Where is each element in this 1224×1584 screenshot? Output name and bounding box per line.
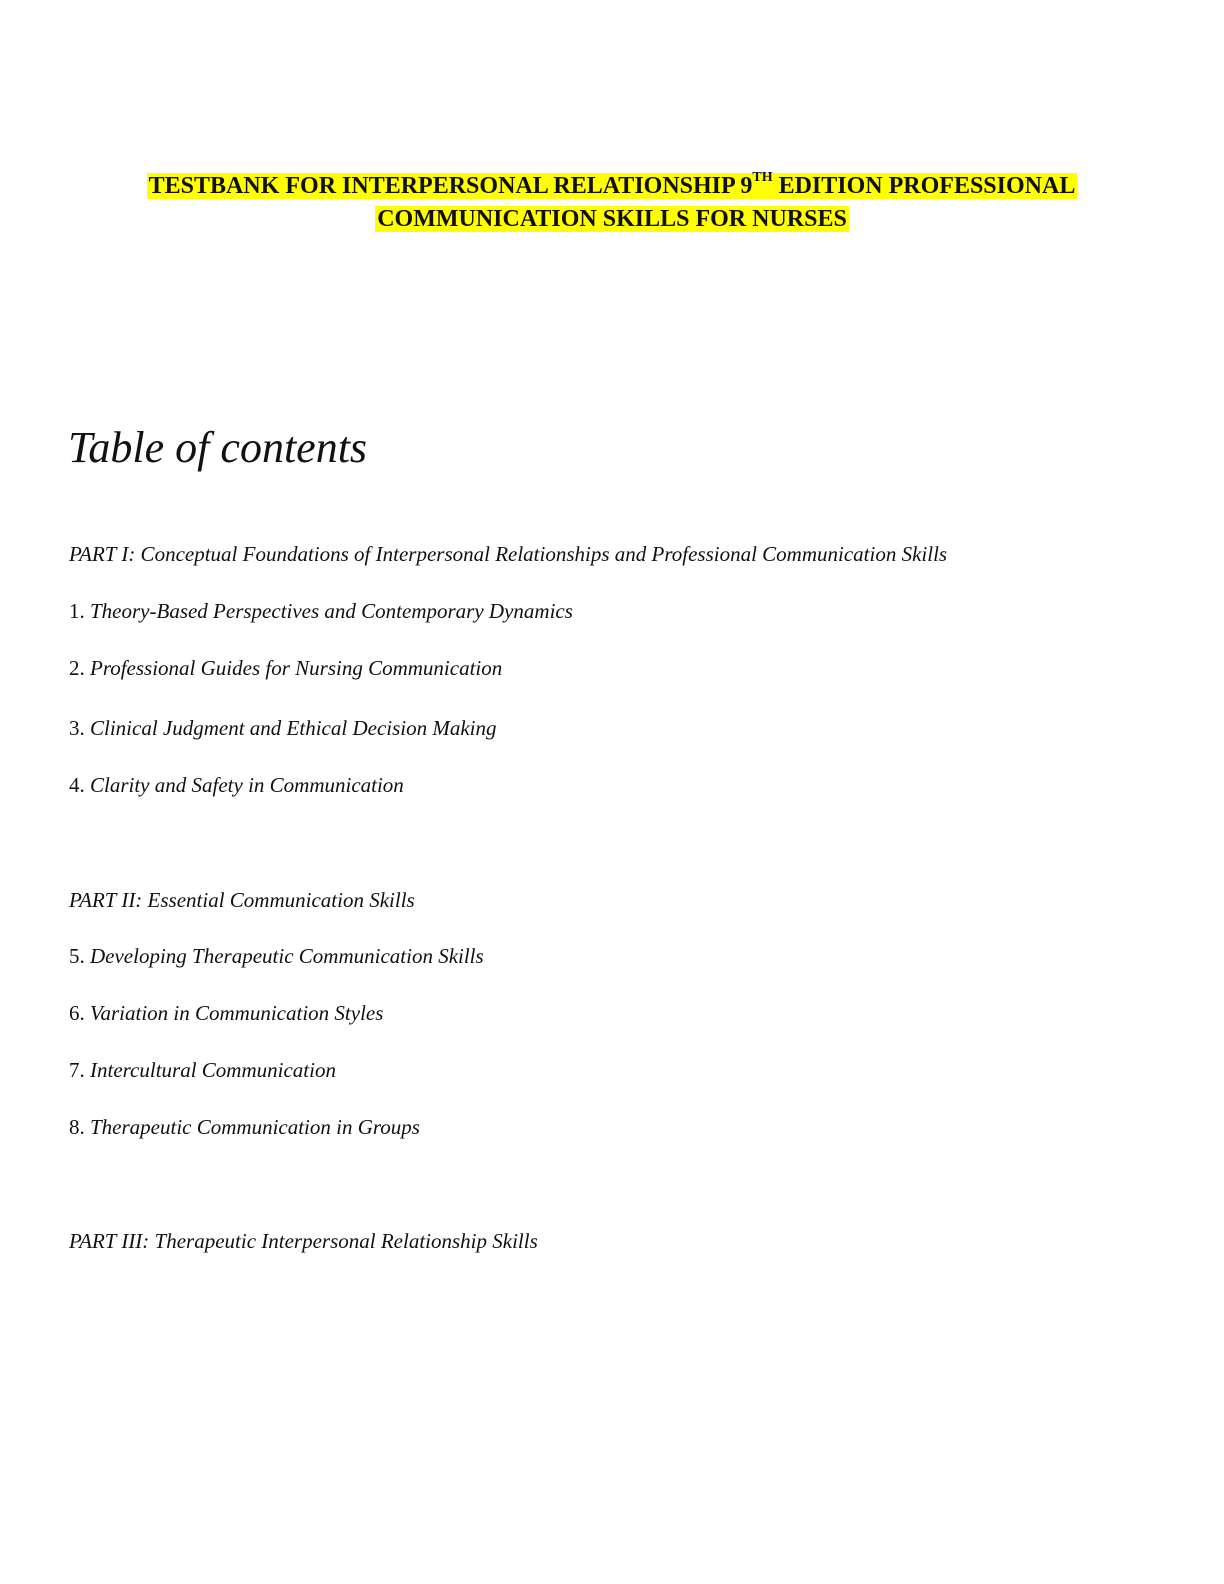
- title-highlight-line-1: [147, 170, 1078, 199]
- toc-chapter-5: [69, 943, 484, 969]
- title-text-part-1: TESTBANK FOR INTERPERSONAL RELATIONSHIP 9: [148, 173, 753, 199]
- chapter-title: Clarity and Safety in Communication: [90, 773, 404, 797]
- chapter-title: Therapeutic Communication in Groups: [90, 1115, 420, 1139]
- title-superscript: TH: [752, 170, 773, 185]
- title-text-part-2: EDITION PROFESSIONAL: [772, 173, 1076, 199]
- chapter-title: Intercultural Communication: [90, 1058, 336, 1082]
- chapter-number: 2.: [69, 656, 85, 680]
- chapter-title: Variation in Communication Styles: [90, 1001, 384, 1025]
- chapter-title: Professional Guides for Nursing Communication: [90, 656, 503, 680]
- chapter-number: 1.: [69, 599, 85, 623]
- toc-part-2: PART II: Essential Communication Skills: [69, 888, 415, 912]
- toc-chapter-1: [69, 598, 573, 624]
- toc-heading: Table of contents: [68, 423, 368, 472]
- chapter-number: 8.: [69, 1115, 85, 1139]
- toc-chapter-7: [69, 1057, 336, 1083]
- chapter-number: 5.: [69, 944, 85, 968]
- document-title: [40, 170, 1184, 236]
- toc-part-3: PART III: Therapeutic Interpersonal Relationship Skills: [69, 1229, 538, 1253]
- chapter-title: Clinical Judgment and Ethical Decision Making: [90, 716, 497, 740]
- toc-chapter-8: [69, 1114, 420, 1140]
- chapter-title: Theory-Based Perspectives and Contemporary Dynamics: [90, 599, 573, 623]
- chapter-title: Developing Therapeutic Communication Skills: [90, 944, 484, 968]
- chapter-number: 4.: [69, 773, 85, 797]
- chapter-number: 3.: [69, 716, 85, 740]
- toc-chapter-6: [69, 1000, 383, 1026]
- chapter-number: 7.: [69, 1058, 85, 1082]
- chapter-number: 6.: [69, 1001, 85, 1025]
- title-highlight-line-2: COMMUNICATION SKILLS FOR NURSES: [377, 206, 847, 232]
- toc-chapter-2: [69, 655, 502, 681]
- toc-chapter-3: [69, 715, 497, 741]
- toc-chapter-4: [69, 772, 404, 798]
- toc-part-1: PART I: Conceptual Foundations of Interpersonal Relationships and Professional Communication Skills: [69, 542, 948, 566]
